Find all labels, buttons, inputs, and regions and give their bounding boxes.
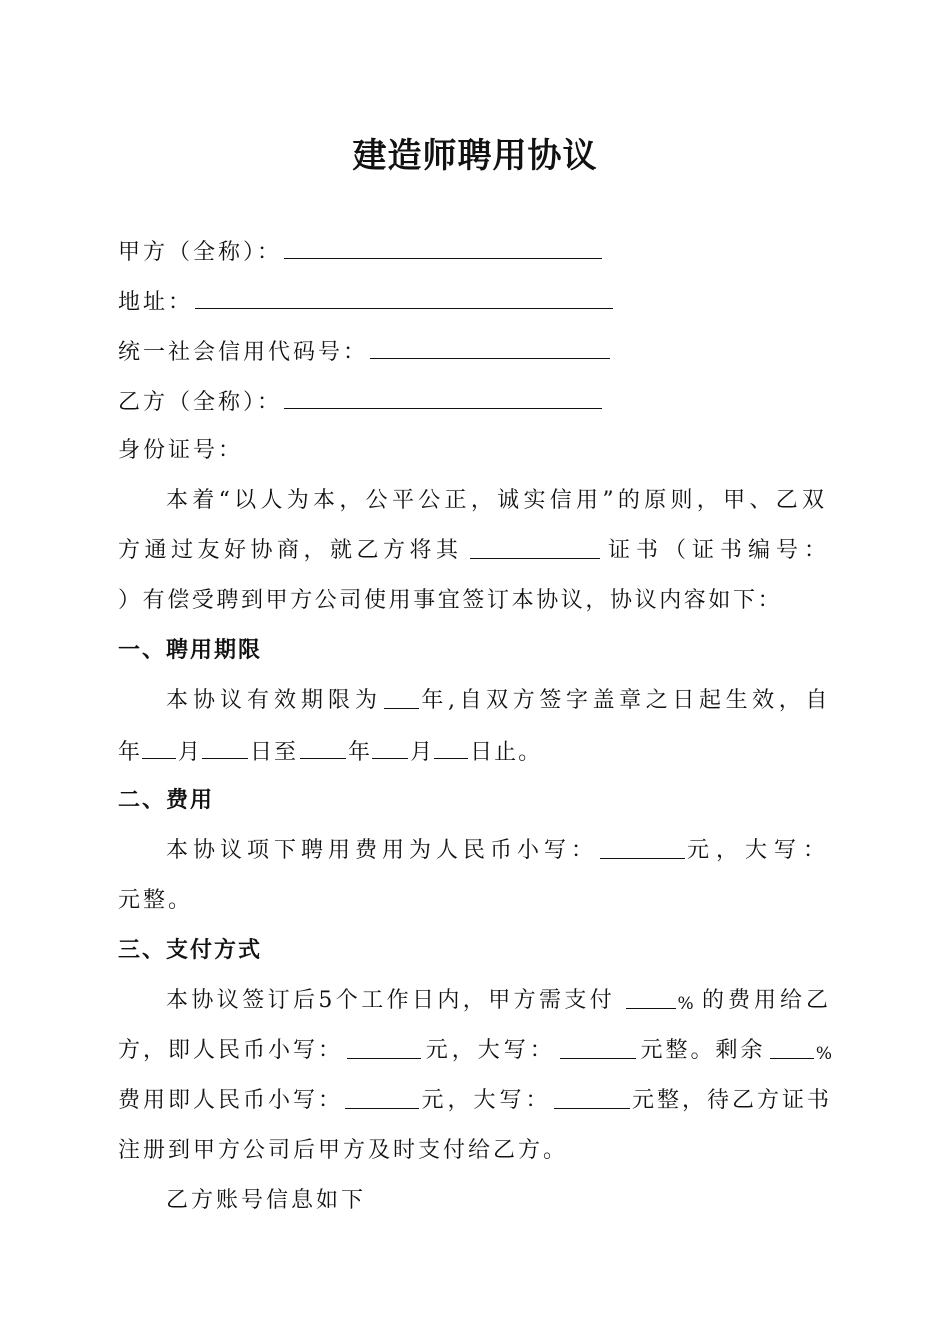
- section-2-line-1: [166, 836, 832, 866]
- initial-percent-sign: %: [677, 994, 694, 1014]
- credit-code-label: 统一社会信用代码号：: [118, 340, 369, 365]
- section-3-line-4: 注册到甲方公司后甲方及时支付给乙方。: [118, 1138, 569, 1163]
- section-3-line-3-a: 费用即人民币小写：: [118, 1088, 344, 1113]
- section-3-line-2: [118, 1036, 832, 1069]
- remaining-amount-blank: [345, 1086, 419, 1109]
- credit-code-field: [118, 336, 612, 368]
- section-2-heading: 二、费用: [118, 788, 215, 813]
- remaining-percent-sign: %: [815, 1044, 832, 1064]
- term-years-blank: [384, 686, 419, 709]
- party-b-blank: [284, 386, 602, 409]
- section-3-line-2-a: 方，即人民币小写：: [118, 1038, 344, 1063]
- id-label: 身份证号：: [118, 438, 244, 463]
- intro-line-1: 本着“以人为本，公平公正，诚实信用”的原则，甲、乙双: [166, 488, 829, 513]
- section-1-line-1-a: 本协议有效期限为: [166, 688, 383, 713]
- section-3-line-2-b: 元，大写：: [425, 1038, 556, 1063]
- section-3-line-3: [118, 1086, 832, 1116]
- section-3-line-5: 乙方账号信息如下: [166, 1188, 367, 1213]
- initial-amount-words-blank: [560, 1036, 636, 1059]
- section-1-line-2: [118, 736, 542, 768]
- intro-line-2-b: 证书（证书编号：: [607, 538, 832, 563]
- day-to-label: 日至: [250, 740, 299, 765]
- address-blank: [195, 286, 613, 309]
- start-month-blank: [142, 736, 176, 759]
- address-field: [118, 286, 615, 318]
- end-day-blank: [434, 736, 468, 759]
- fee-amount-blank: [600, 836, 685, 859]
- section-1-line-1: [166, 686, 832, 716]
- end-year-blank: [300, 736, 346, 759]
- end-label: 日止。: [470, 740, 543, 765]
- certificate-type-blank: [470, 536, 600, 559]
- section-3-line-2-c: 元整。剩余: [640, 1038, 766, 1063]
- section-3-line-1: [166, 986, 832, 1019]
- section-3-line-3-c: 元整，待乙方证书: [631, 1088, 832, 1113]
- section-2-line-2: 元整。: [118, 888, 194, 913]
- party-b-label: 乙方（全称）：: [118, 390, 283, 415]
- section-3-line-3-b: 元，大写：: [421, 1088, 552, 1113]
- section-1-heading: 一、聘用期限: [118, 638, 263, 663]
- start-month-label: 月: [178, 740, 201, 765]
- party-a-label: 甲方（全称）：: [118, 240, 283, 265]
- id-number-field: [118, 436, 243, 466]
- initial-percent-blank: [626, 986, 676, 1009]
- initial-amount-blank: [347, 1036, 421, 1059]
- section-1-line-1-b: 年,自双方签字盖章之日起生效，自: [421, 688, 832, 713]
- remaining-amount-words-blank: [554, 1086, 630, 1109]
- end-month-label: 月: [410, 740, 433, 765]
- section-2-line-1-a: 本协议项下聘用费用为人民币小写：: [166, 838, 599, 863]
- end-year-label: 年: [348, 740, 371, 765]
- party-a-field: [118, 236, 604, 268]
- end-month-blank: [372, 736, 408, 759]
- intro-line-2-a: 方通过友好协商，就乙方将其: [118, 538, 463, 563]
- start-day-blank: [202, 736, 248, 759]
- party-b-field: [118, 386, 604, 418]
- intro-line-2: [118, 536, 832, 566]
- section-3-heading: 三、支付方式: [118, 938, 263, 963]
- section-3-line-1-a: 本协议签订后5个工作日内，甲方需支付: [166, 988, 616, 1013]
- section-3-line-1-b: 的费用给乙: [701, 988, 832, 1013]
- document-title: 建造师聘用协议: [352, 136, 598, 176]
- party-a-blank: [284, 236, 602, 259]
- credit-code-blank: [370, 336, 610, 359]
- start-year-label: 年: [118, 740, 141, 765]
- intro-line-3: ）有偿受聘到甲方公司使用事宜签订本协议，协议内容如下：: [118, 588, 783, 613]
- remaining-percent-blank: [770, 1036, 814, 1059]
- section-2-line-1-b: 元，大写：: [686, 838, 832, 863]
- address-label: 地址：: [118, 290, 194, 315]
